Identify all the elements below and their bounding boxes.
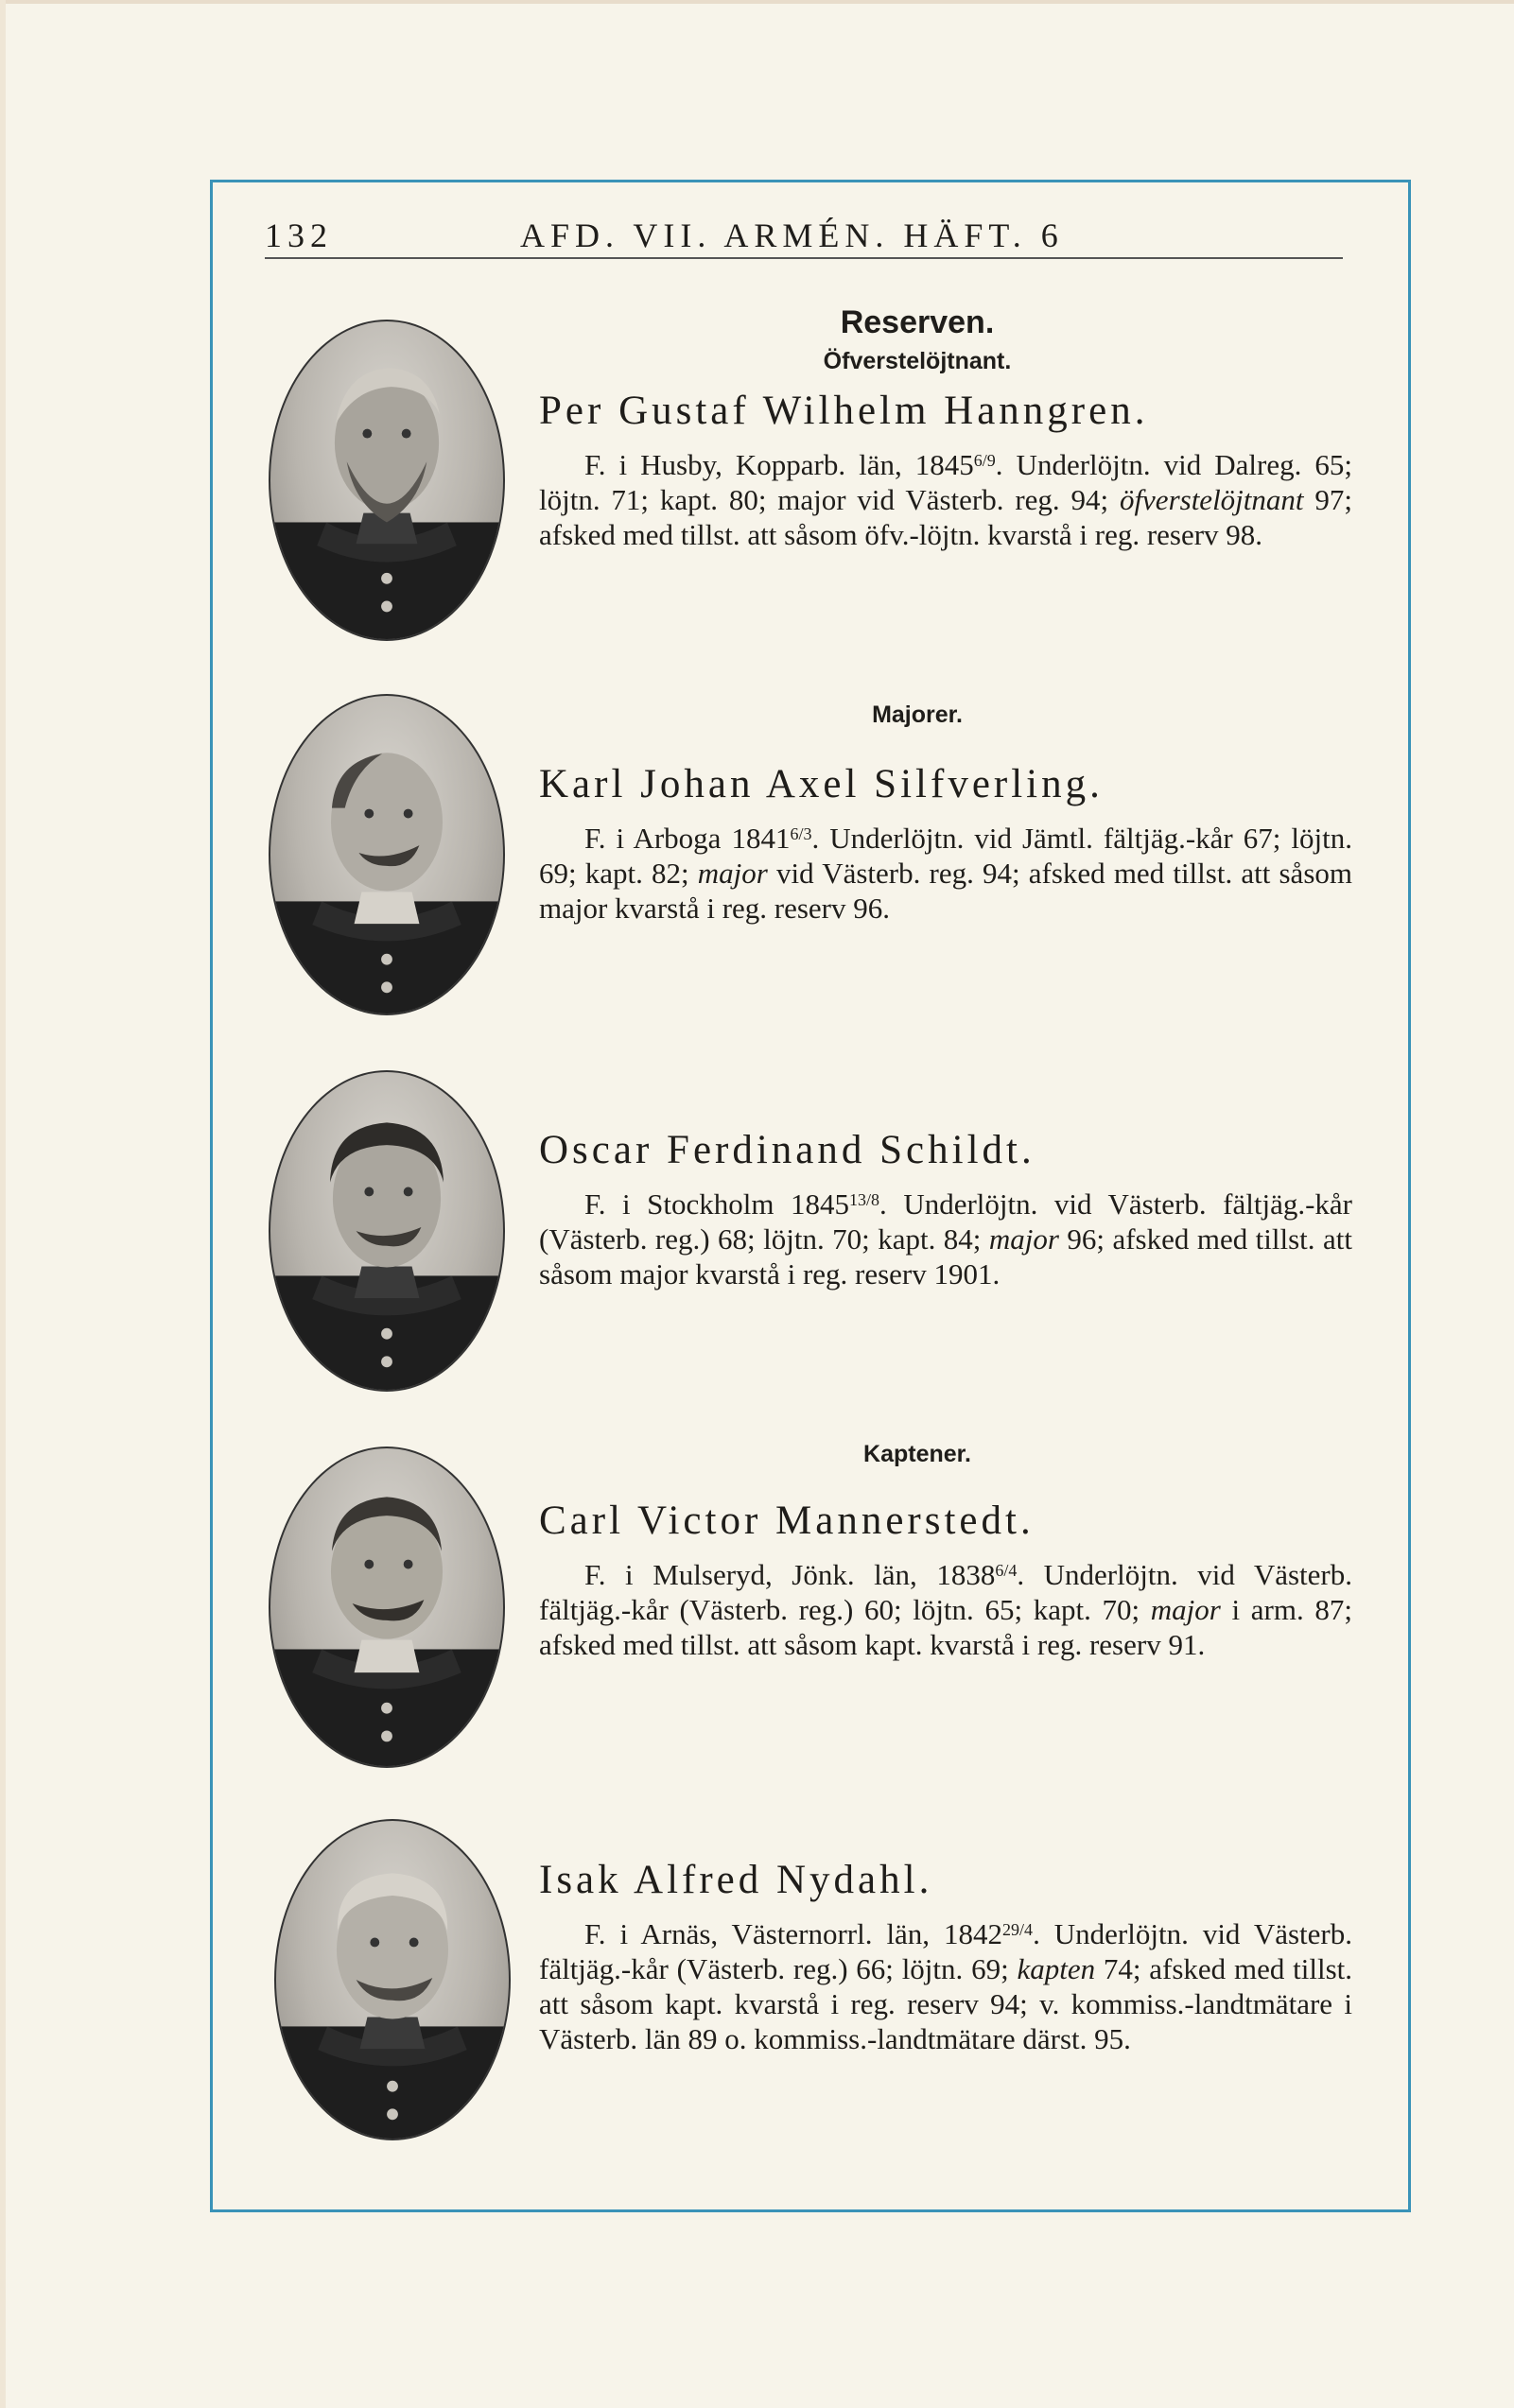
portrait-hanngren bbox=[269, 320, 505, 641]
entry-bio bbox=[539, 1553, 1352, 1662]
rank-italic: major bbox=[1150, 1593, 1221, 1626]
entry-schildt bbox=[539, 1127, 1352, 1291]
bio-text: F. i Stockholm 1845 bbox=[584, 1187, 850, 1221]
bio-text: F. i Arboga 1841 bbox=[584, 822, 791, 855]
entry-bio bbox=[539, 1183, 1352, 1291]
running-header bbox=[265, 216, 1343, 259]
portrait-nydahl bbox=[274, 1819, 511, 2140]
entry-hanngren bbox=[539, 388, 1352, 552]
rank-italic: major bbox=[988, 1222, 1059, 1256]
birth-date: 6/4 bbox=[995, 1561, 1018, 1580]
page-number: 132 bbox=[265, 217, 333, 254]
bio-text: 96; afsked med tillst. att såsom major kvarstå i reg. reserv 1901. bbox=[539, 1222, 1352, 1291]
entry-silfverling bbox=[539, 761, 1352, 926]
running-head-title: AFD. VII. ARMÉN. HÄFT. 6 bbox=[520, 217, 1064, 254]
paper-left-edge bbox=[0, 0, 6, 2408]
birth-date: 6/3 bbox=[790, 824, 812, 843]
birth-date: 6/9 bbox=[973, 451, 996, 470]
section-majorer: Majorer. bbox=[872, 702, 963, 728]
bio-text: . Underlöjtn. vid Västerb. fältjäg.-kår (Västerb. reg.) 68; löjtn. 70; kapt. 84; bbox=[539, 1187, 1352, 1256]
portrait-mannerstedt bbox=[269, 1447, 505, 1768]
bio-text: . Underlöjtn. vid Västerb. fältjäg.-kår (Västerb. reg.) 60; löjtn. 65; kapt. 70; bbox=[539, 1558, 1352, 1626]
bio-text: 97; afsked med tillst. att såsom öfv.-löjtn. kvarstå i reg. reserv 98. bbox=[539, 483, 1352, 551]
paper-top-edge bbox=[0, 0, 1514, 4]
entry-name: Isak Alfred Nydahl. bbox=[539, 1858, 933, 1902]
bio-text: F. i Mulseryd, Jönk. län, 1838 bbox=[584, 1558, 996, 1591]
section-kaptener: Kaptener. bbox=[863, 1441, 971, 1467]
rank-italic: kapten bbox=[1017, 1952, 1096, 1985]
rank-italic: major bbox=[697, 857, 768, 890]
entry-bio bbox=[539, 1913, 1352, 2056]
birth-date: 29/4 bbox=[1002, 1920, 1034, 1939]
entry-bio bbox=[539, 817, 1352, 926]
bio-text: . Underlöjtn. vid Västerb. fältjäg.-kår (Västerb. reg.) 66; löjtn. 69; bbox=[539, 1917, 1352, 1985]
section-ofverstelojtnant: Öfverstelöjtnant. bbox=[823, 348, 1012, 374]
bio-text: F. i Arnäs, Västernorrl. län, 1842 bbox=[584, 1917, 1003, 1950]
portrait-schildt bbox=[269, 1070, 505, 1392]
bio-text: vid Västerb. reg. 94; afsked med tillst. att såsom major kvarstå i reg. reserv 96. bbox=[539, 857, 1352, 925]
entry-name: Oscar Ferdinand Schildt. bbox=[539, 1128, 1035, 1172]
birth-date: 13/8 bbox=[849, 1190, 880, 1209]
entry-name: Carl Victor Mannerstedt. bbox=[539, 1499, 1035, 1543]
rank-italic: öfverstelöjtnant bbox=[1119, 483, 1304, 516]
entry-nydahl bbox=[539, 1857, 1352, 2056]
bio-text: 74; afsked med tillst. att såsom kapt. kvarstå i reg. reserv 94; v. kommiss.-landtmätare i Västerb. län 89 o. kommiss.-landtmätare därst. 95. bbox=[539, 1952, 1352, 2055]
bio-text: i arm. 87; afsked med tillst. att såsom kapt. kvarstå i reg. reserv 91. bbox=[539, 1593, 1352, 1661]
bio-text: . Underlöjtn. vid Jämtl. fältjäg.-kår 67; löjtn. 69; kapt. 82; bbox=[539, 822, 1352, 890]
entry-bio bbox=[539, 443, 1352, 552]
entry-mannerstedt bbox=[539, 1498, 1352, 1662]
entry-name: Karl Johan Axel Silfverling. bbox=[539, 762, 1104, 806]
section-reserven: Reserven. bbox=[840, 304, 995, 340]
portrait-silfverling bbox=[269, 694, 505, 1015]
bio-text: F. i Husby, Kopparb. län, 1845 bbox=[584, 448, 974, 481]
entry-name: Per Gustaf Wilhelm Hanngren. bbox=[539, 389, 1149, 433]
bio-text: . Underlöjtn. vid Dalreg. 65; löjtn. 71; kapt. 80; major vid Västerb. reg. 94; bbox=[539, 448, 1352, 516]
